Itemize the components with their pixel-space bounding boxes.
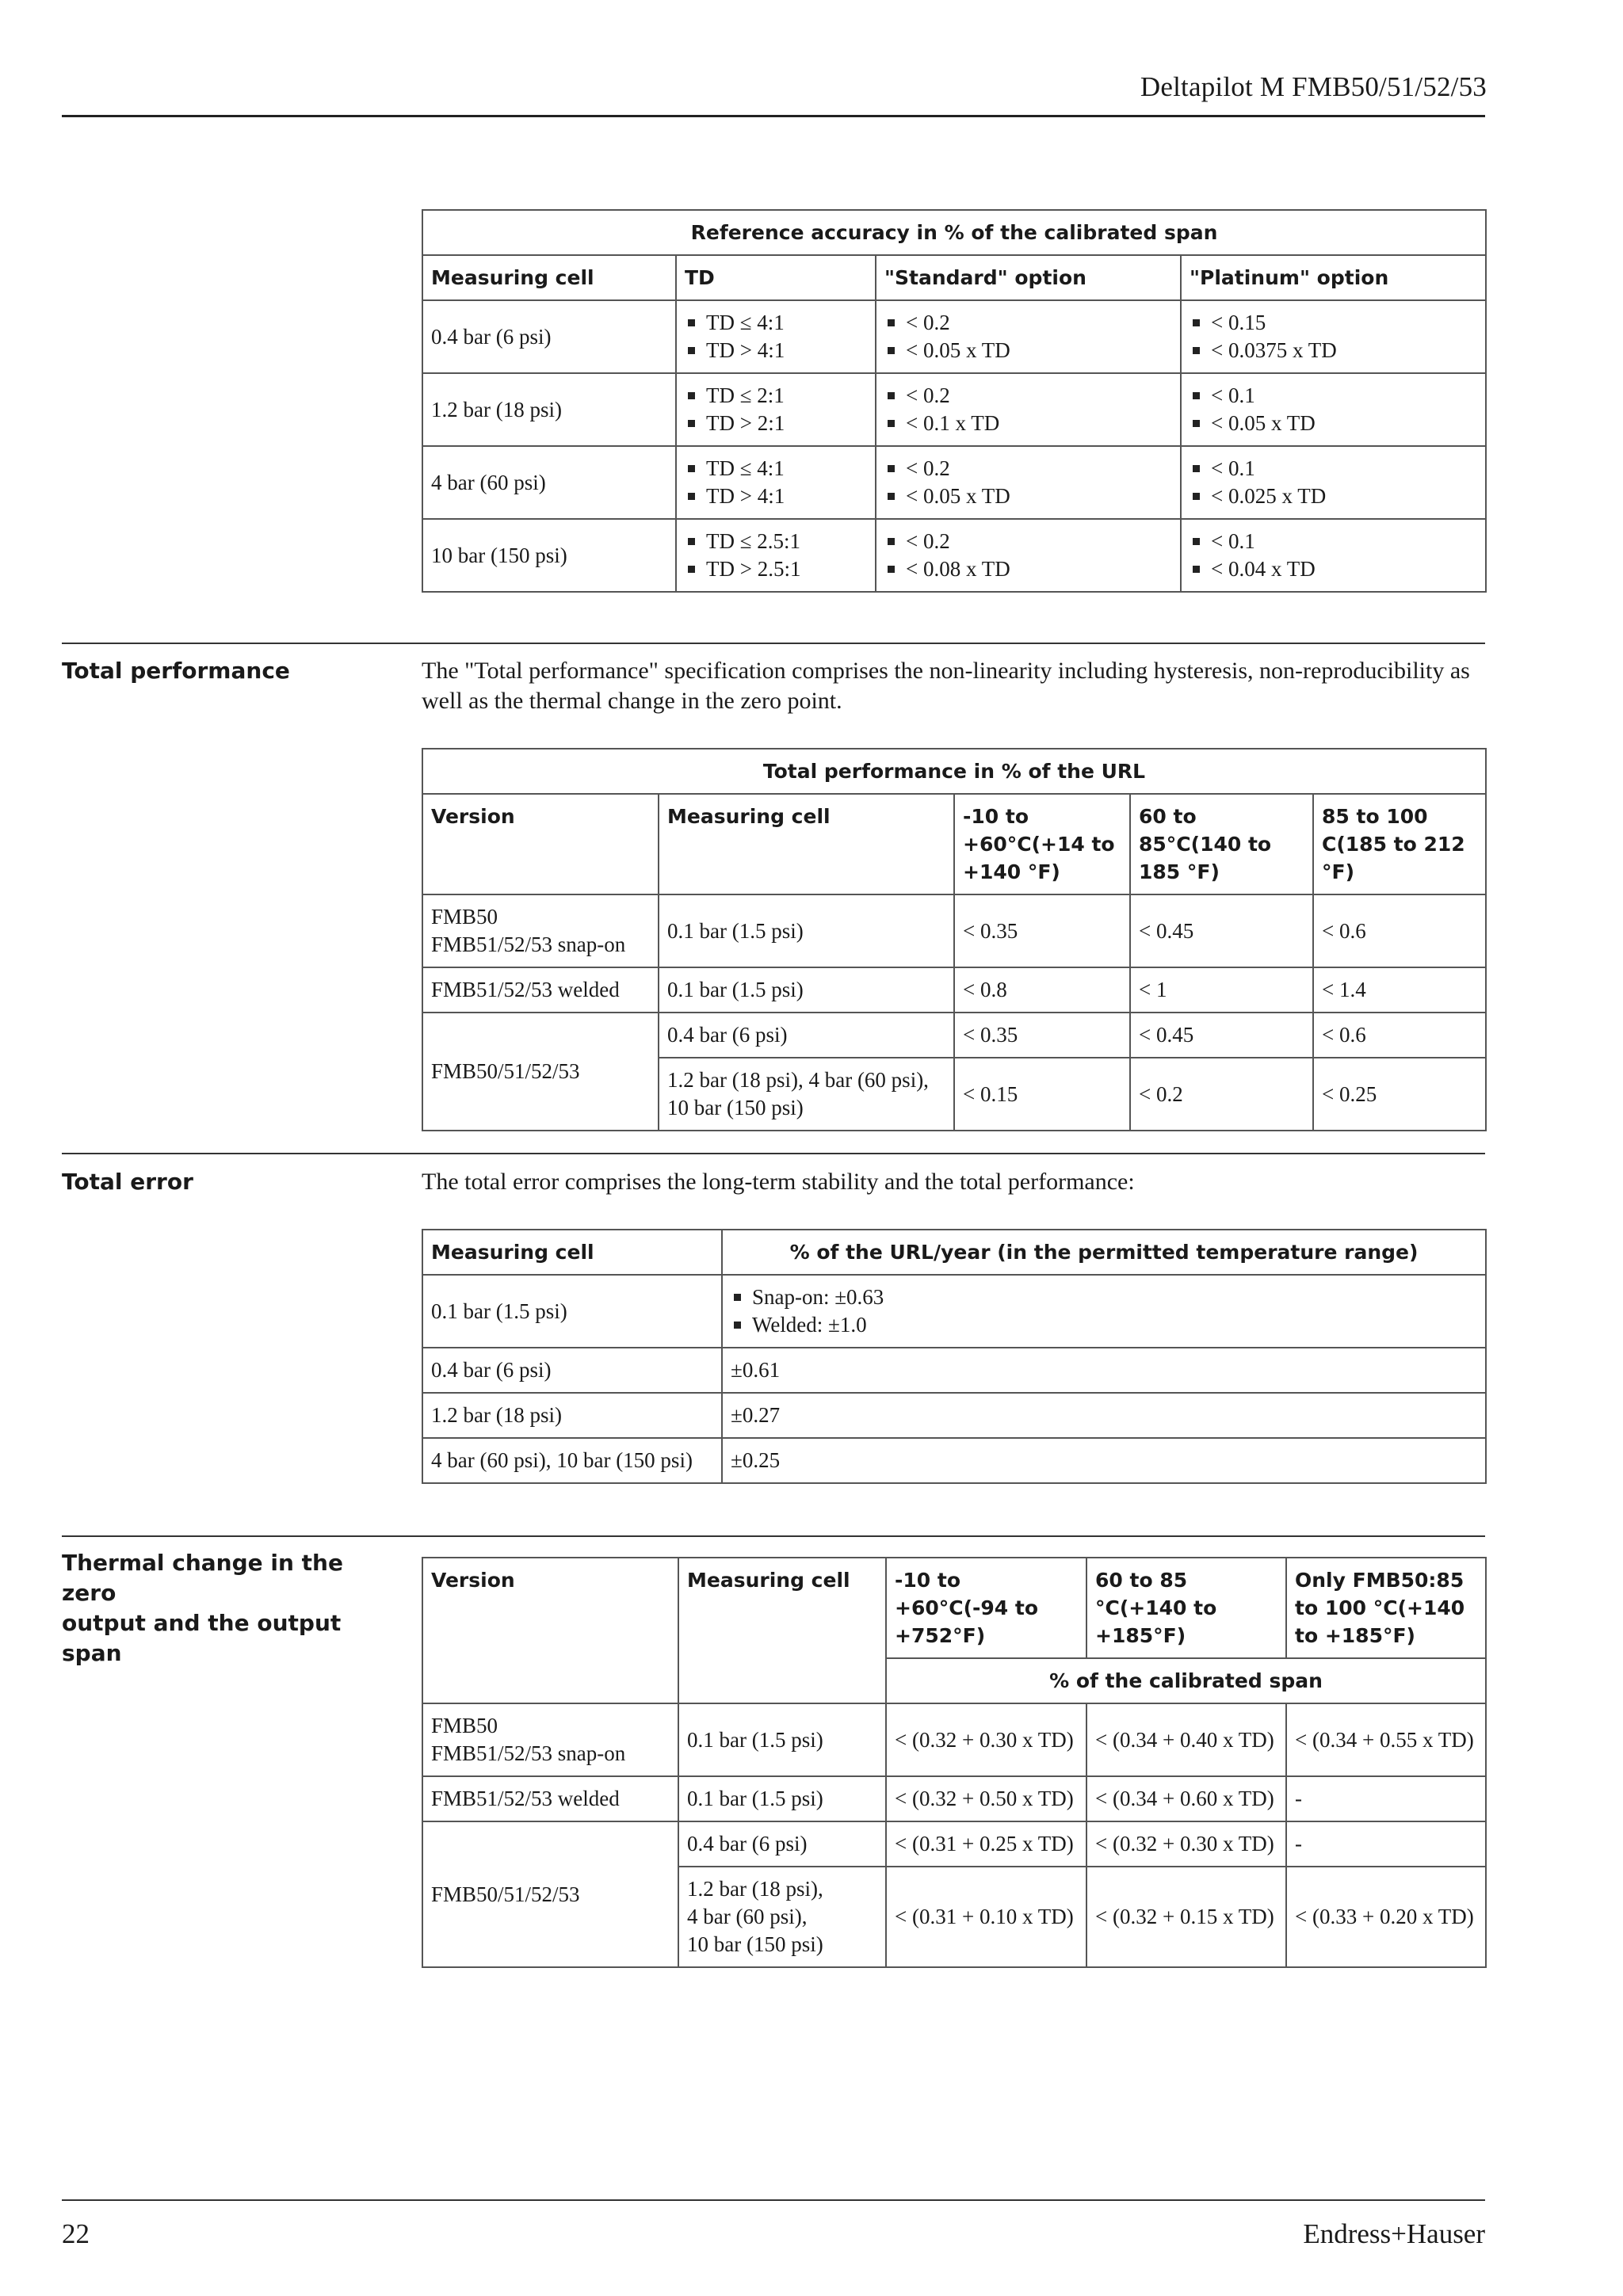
- ref-platinum: < 0.1 < 0.05 x TD: [1181, 373, 1486, 446]
- th-version: FMB50/51/52/53: [422, 1821, 678, 1967]
- tp-measuring-cell: 0.1 bar (1.5 psi): [659, 967, 954, 1013]
- th-value: -: [1286, 1776, 1486, 1821]
- table-row: [422, 1821, 1486, 1867]
- tp-header-version: Version: [422, 794, 659, 894]
- ref-td: TD ≤ 4:1 TD > 4:1: [676, 446, 876, 519]
- ref-platinum: < 0.15 < 0.0375 x TD: [1181, 300, 1486, 373]
- document-title: Deltapilot M FMB50/51/52/53: [1140, 71, 1487, 102]
- th-value: < (0.31 + 0.25 x TD): [886, 1821, 1086, 1867]
- table-row: [422, 1275, 1486, 1348]
- tp-measuring-cell: 0.4 bar (6 psi): [659, 1013, 954, 1058]
- tp-value: < 0.2: [1130, 1058, 1313, 1131]
- te-value: Snap-on: ±0.63 Welded: ±1.0: [722, 1275, 1486, 1348]
- th-version: FMB51/52/53 welded: [422, 1776, 678, 1821]
- ref-platinum: < 0.1 < 0.04 x TD: [1181, 519, 1486, 592]
- th-header-range-2: 60 to 85 °C(+140 to +185°F): [1086, 1558, 1286, 1658]
- table-row: [422, 446, 1486, 519]
- table-row: [422, 1393, 1486, 1438]
- tp-value: < 0.6: [1313, 1013, 1486, 1058]
- th-measuring-cell: 1.2 bar (18 psi), 4 bar (60 psi), 10 bar (150 psi): [678, 1867, 886, 1967]
- section-heading-thermal-change: Thermal change in the zero output and the output span: [62, 1550, 343, 1666]
- header-rule: [62, 115, 1485, 117]
- tp-version: FMB50/51/52/53: [422, 1013, 659, 1131]
- tp-version: FMB51/52/53 welded: [422, 967, 659, 1013]
- th-header-measuring-cell: Measuring cell: [678, 1558, 886, 1703]
- total-error-table: [422, 1229, 1487, 1484]
- tp-header-range-2: 60 to 85°C(140 to 185 °F): [1130, 794, 1313, 894]
- section-rule: [62, 1153, 1485, 1154]
- brand-name: Endress+Hauser: [1303, 2218, 1485, 2249]
- ref-cell: 0.4 bar (6 psi): [422, 300, 676, 373]
- section-heading-total-performance: Total performance: [62, 658, 290, 684]
- table-row: [422, 1776, 1486, 1821]
- table-row: [422, 519, 1486, 592]
- total-performance-caption: Total performance in % of the URL: [422, 749, 1486, 794]
- te-value: ±0.25: [722, 1438, 1486, 1483]
- section-rule: [62, 1535, 1485, 1537]
- section-rule: [62, 643, 1485, 644]
- tp-value: < 0.35: [954, 1013, 1130, 1058]
- te-measuring-cell: 0.1 bar (1.5 psi): [422, 1275, 722, 1348]
- th-measuring-cell: 0.1 bar (1.5 psi): [678, 1776, 886, 1821]
- ref-td: TD ≤ 2:1 TD > 2:1: [676, 373, 876, 446]
- tp-header-measuring-cell: Measuring cell: [659, 794, 954, 894]
- tp-value: < 0.15: [954, 1058, 1130, 1131]
- te-measuring-cell: 0.4 bar (6 psi): [422, 1348, 722, 1393]
- ref-td: TD ≤ 4:1 TD > 4:1: [676, 300, 876, 373]
- thermal-change-table: [422, 1557, 1487, 1968]
- th-measuring-cell: 0.4 bar (6 psi): [678, 1821, 886, 1867]
- footer-rule: [62, 2199, 1485, 2201]
- tp-measuring-cell: 0.1 bar (1.5 psi): [659, 894, 954, 967]
- th-version: FMB50 FMB51/52/53 snap-on: [422, 1703, 678, 1776]
- ref-header-measuring-cell: Measuring cell: [422, 255, 676, 300]
- ref-standard: < 0.2 < 0.1 x TD: [876, 373, 1181, 446]
- total-performance-table: [422, 748, 1487, 1131]
- page-number: 22: [62, 2218, 90, 2249]
- ref-standard: < 0.2 < 0.08 x TD: [876, 519, 1181, 592]
- ref-header-platinum: "Platinum" option: [1181, 255, 1486, 300]
- tp-value: < 0.45: [1130, 894, 1313, 967]
- th-value: < (0.32 + 0.30 x TD): [1086, 1821, 1286, 1867]
- table-row: [422, 373, 1486, 446]
- table-row: [422, 894, 1486, 967]
- tp-version: FMB50 FMB51/52/53 snap-on: [422, 894, 659, 967]
- th-measuring-cell: 0.1 bar (1.5 psi): [678, 1703, 886, 1776]
- tp-header-range-3: 85 to 100 C(185 to 212 °F): [1313, 794, 1486, 894]
- th-header-range-1: -10 to +60°C(-94 to +752°F): [886, 1558, 1086, 1658]
- reference-accuracy-table: [422, 209, 1487, 593]
- th-value: < (0.34 + 0.55 x TD): [1286, 1703, 1486, 1776]
- tp-header-range-1: -10 to +60°C(+14 to +140 °F): [954, 794, 1130, 894]
- ref-cell: 10 bar (150 psi): [422, 519, 676, 592]
- ref-td: TD ≤ 2.5:1 TD > 2.5:1: [676, 519, 876, 592]
- table-row: [422, 300, 1486, 373]
- section-heading-total-error: Total error: [62, 1169, 193, 1195]
- total-performance-text: The "Total performance" specification comprises the non-linearity including hysteresis, non-reproducibility as well as the thermal change in the zero point.: [422, 658, 1470, 714]
- th-value: < (0.33 + 0.20 x TD): [1286, 1867, 1486, 1967]
- ref-cell: 4 bar (60 psi): [422, 446, 676, 519]
- tp-value: < 0.45: [1130, 1013, 1313, 1058]
- tp-value: < 1: [1130, 967, 1313, 1013]
- ref-cell: 1.2 bar (18 psi): [422, 373, 676, 446]
- th-value: -: [1286, 1821, 1486, 1867]
- th-header-range-3: Only FMB50:85 to 100 °C(+140 to +185°F): [1286, 1558, 1486, 1658]
- table-row: [422, 1348, 1486, 1393]
- th-value: < (0.32 + 0.50 x TD): [886, 1776, 1086, 1821]
- table-row: [422, 967, 1486, 1013]
- ref-header-standard: "Standard" option: [876, 255, 1181, 300]
- th-value: < (0.31 + 0.10 x TD): [886, 1867, 1086, 1967]
- total-error-text: The total error comprises the long-term stability and the total performance:: [422, 1169, 1135, 1195]
- table-row: [422, 1013, 1486, 1058]
- th-subheader-calibrated-span: % of the calibrated span: [886, 1658, 1486, 1703]
- te-value: ±0.27: [722, 1393, 1486, 1438]
- tp-measuring-cell: 1.2 bar (18 psi), 4 bar (60 psi), 10 bar (150 psi): [659, 1058, 954, 1131]
- te-value: ±0.61: [722, 1348, 1486, 1393]
- ref-table-caption: Reference accuracy in % of the calibrated span: [422, 210, 1486, 255]
- ref-header-td: TD: [676, 255, 876, 300]
- tp-value: < 0.35: [954, 894, 1130, 967]
- te-measuring-cell: 4 bar (60 psi), 10 bar (150 psi): [422, 1438, 722, 1483]
- tp-value: < 0.8: [954, 967, 1130, 1013]
- ref-standard: < 0.2 < 0.05 x TD: [876, 446, 1181, 519]
- te-header-url-year: % of the URL/year (in the permitted temperature range): [722, 1230, 1486, 1275]
- th-value: < (0.32 + 0.15 x TD): [1086, 1867, 1286, 1967]
- th-value: < (0.34 + 0.40 x TD): [1086, 1703, 1286, 1776]
- tp-value: < 0.6: [1313, 894, 1486, 967]
- table-row: [422, 1438, 1486, 1483]
- tp-value: < 1.4: [1313, 967, 1486, 1013]
- th-value: < (0.32 + 0.30 x TD): [886, 1703, 1086, 1776]
- th-header-version: Version: [422, 1558, 678, 1703]
- th-value: < (0.34 + 0.60 x TD): [1086, 1776, 1286, 1821]
- tp-value: < 0.25: [1313, 1058, 1486, 1131]
- te-measuring-cell: 1.2 bar (18 psi): [422, 1393, 722, 1438]
- te-header-measuring-cell: Measuring cell: [422, 1230, 722, 1275]
- table-row: [422, 1703, 1486, 1776]
- ref-standard: < 0.2 < 0.05 x TD: [876, 300, 1181, 373]
- ref-platinum: < 0.1 < 0.025 x TD: [1181, 446, 1486, 519]
